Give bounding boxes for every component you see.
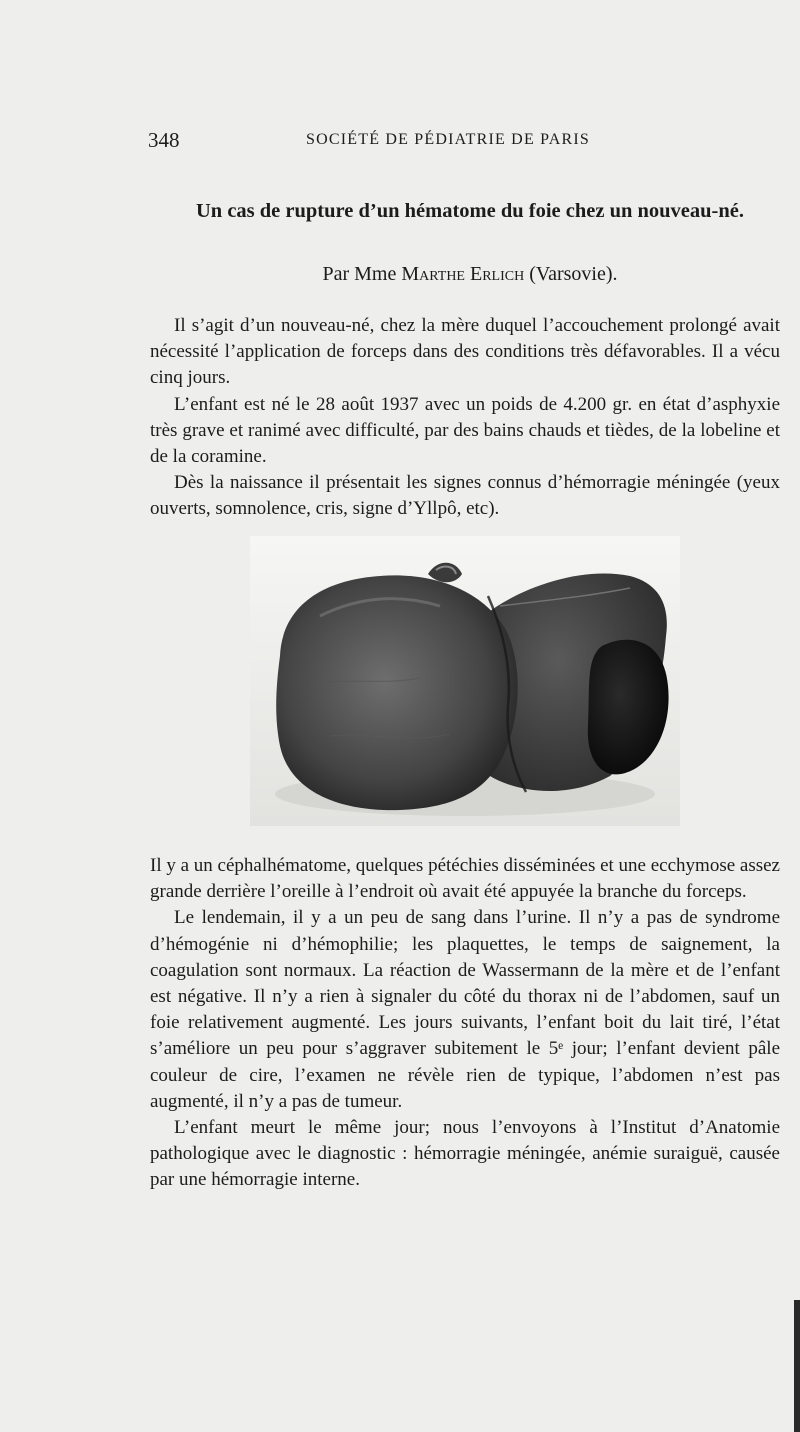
paragraph: Il s’agit d’un nouveau-né, chez la mère duquel l’accouchement prolongé avait nécessité l’application de forceps dans des conditions très défavorables. Il a vécu cinq jours. — [150, 315, 780, 389]
body-text-after-figure — [150, 853, 780, 1194]
liver-specimen-icon — [250, 536, 680, 826]
author-affiliation: (Varsovie). — [524, 263, 618, 285]
running-title: SOCIÉTÉ DE PÉDIATRIE DE PARIS — [306, 131, 590, 148]
page-edge-shadow — [794, 1300, 800, 1432]
page-number: 348 — [148, 128, 180, 152]
author-name: Marthe Erlich — [401, 263, 525, 285]
page-header — [148, 128, 782, 156]
article-title: Un cas de rupture d’un hématome du foie chez un nouveau-né. — [195, 200, 745, 222]
author-prefix: Par Mme — [322, 263, 402, 285]
paragraph: L’enfant est né le 28 août 1937 avec un poids de 4.200 gr. en état d’asphyxie très grave et ranimé avec difficulté, par des bains chauds et tièdes, de la lobeline et de la coramine. — [150, 393, 780, 468]
liver-specimen-photo — [250, 536, 680, 826]
paragraph: Dès la naissance il présentait les signes connus d’hémorragie méningée (yeux ouverts, somnolence, cris, signe d’Yllpô, etc). — [150, 472, 780, 520]
article-author — [150, 263, 790, 286]
paragraph: Il y a un céphalhématome, quelques pétéchies disséminées et une ecchymose assez grande derrière l’oreille à l’endroit où avait été appuyée la branche du forceps. — [150, 855, 780, 903]
paragraph: Le lendemain, il y a un peu de sang dans l’urine. Il n’y a pas de syndrome d’hémogénie ni d’hémophilie; les plaquettes, le temps de saignement, la coagulation sont normaux. La réaction de Wassermann de la mère et de l’enfant est négative. Il n’y a rien à signaler du côté du thorax ni de l’abdomen, sauf un foie relativement augmenté. Les jours suivants, l’enfant boit du lait tiré, l’état s’améliore un peu pour s’aggraver subitement le 5ᵉ jour; l’enfant devient pâle couleur de cire, l’examen ne révèle rien de typique, l’abdomen n’est pas augmenté, il n’y a pas de tumeur. — [150, 907, 780, 1112]
body-text-before-figure — [150, 313, 780, 523]
paragraph: L’enfant meurt le même jour; nous l’envoyons à l’Institut d’Anatomie pathologique avec le diagnostic : hémorragie méningée, anémie suraiguë, causée par une hémorragie interne. — [150, 1117, 780, 1191]
